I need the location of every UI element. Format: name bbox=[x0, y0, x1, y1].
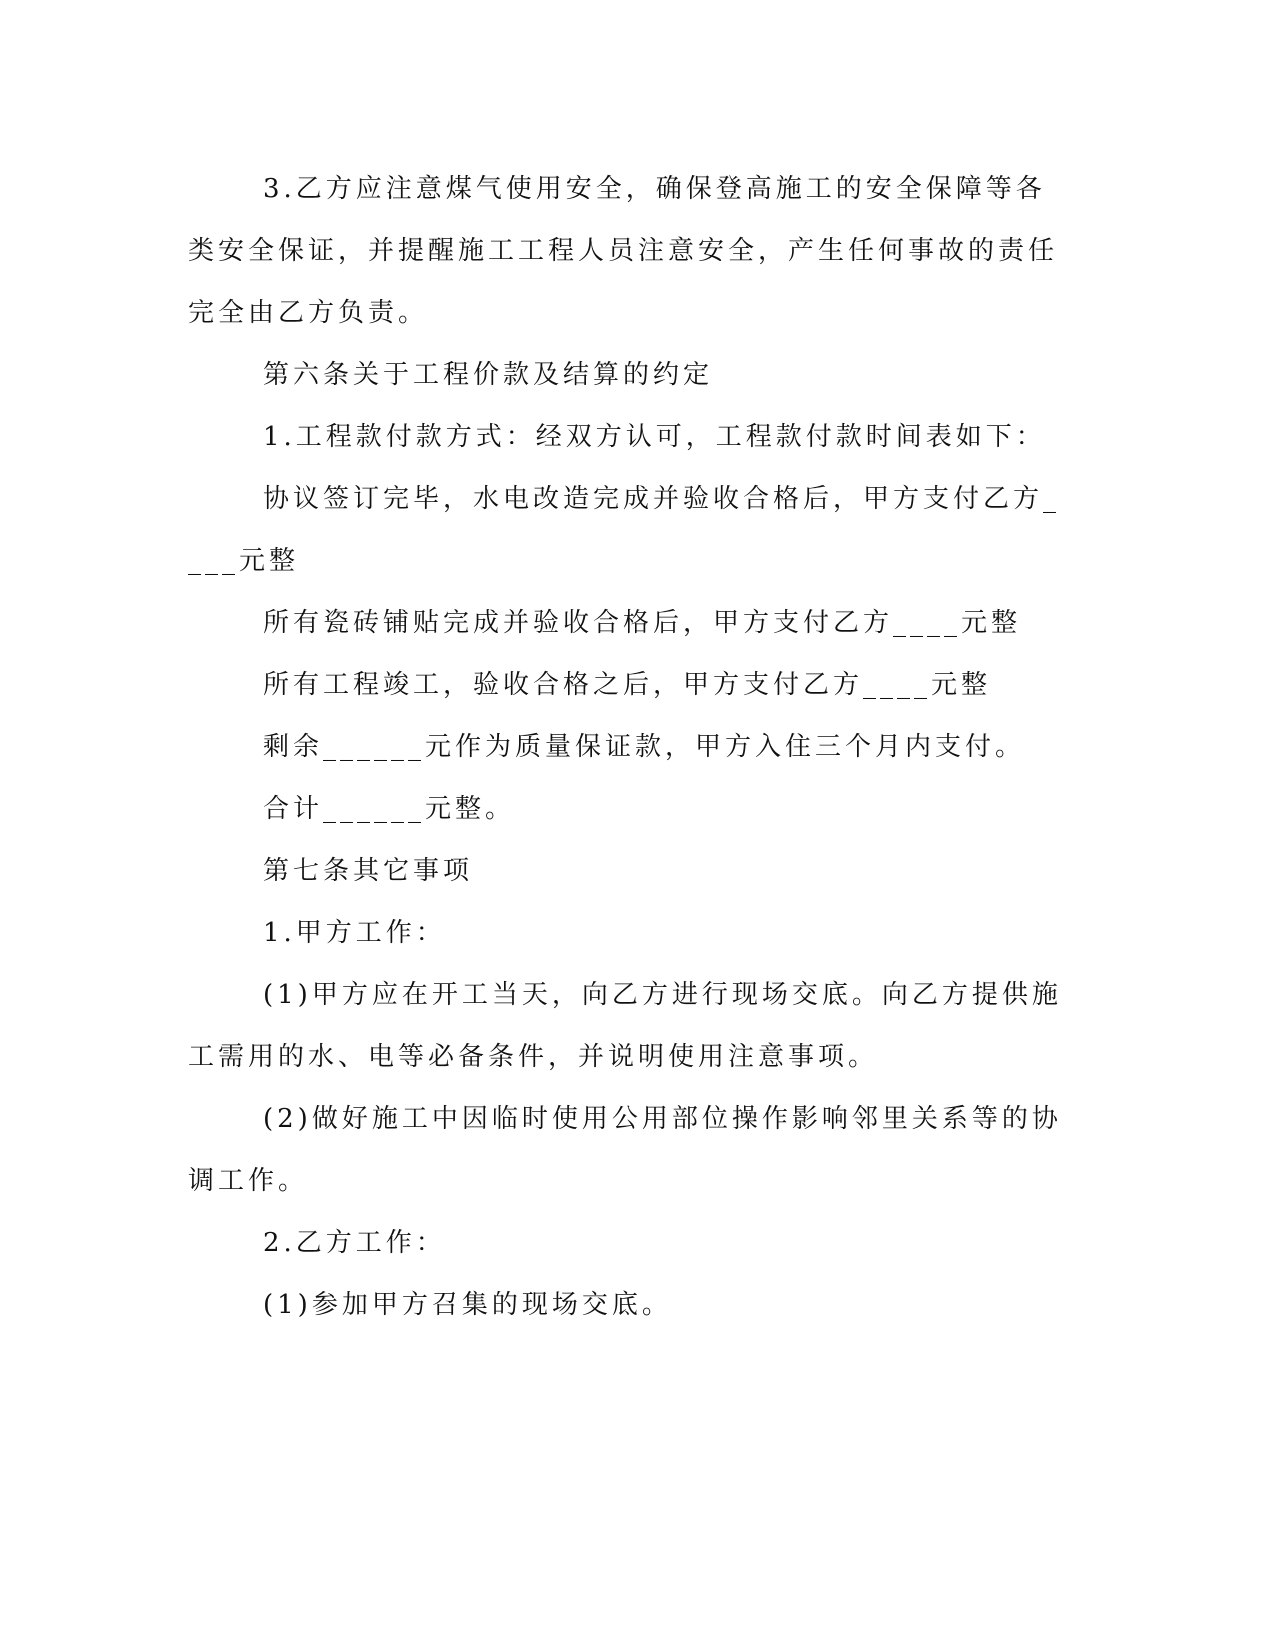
paragraph-total: 合计______元整。 bbox=[263, 794, 516, 824]
paragraph-article-seven-heading: 第七条其它事项 bbox=[263, 856, 474, 886]
paragraph-party-b-work-heading: 2.乙方工作： bbox=[263, 1228, 446, 1258]
paragraph-safety-clause: 3.乙方应注意煤气使用安全，确保登高施工的安全保障等各类安全保证，并提醒施工工程人员注意安全，产生任何事故的责任完全由乙方负责。 bbox=[188, 174, 1059, 328]
paragraph-payment-stage-2: 所有瓷砖铺贴完成并验收合格后，甲方支付乙方____元整 bbox=[263, 608, 1022, 638]
paragraph-party-a-item-2: (2)做好施工中因临时使用公用部位操作影响邻里关系等的协调工作。 bbox=[188, 1104, 1062, 1196]
paragraph-party-a-item-1: (1)甲方应在开工当天，向乙方进行现场交底。向乙方提供施工需用的水、电等必备条件，并说明使用注意事项。 bbox=[188, 980, 1062, 1072]
paragraph-payment-stage-1: 协议签订完毕，水电改造完成并验收合格后，甲方支付乙方____元整 bbox=[188, 484, 1061, 576]
paragraph-quality-deposit: 剩余______元作为质量保证款，甲方入住三个月内支付。 bbox=[263, 732, 1026, 762]
paragraph-party-a-work-heading: 1.甲方工作： bbox=[263, 918, 446, 948]
paragraph-payment-method: 1.工程款付款方式：经双方认可，工程款付款时间表如下： bbox=[263, 422, 1046, 452]
document-body bbox=[188, 158, 1070, 1336]
paragraph-party-b-item-1: (1)参加甲方召集的现场交底。 bbox=[263, 1290, 672, 1320]
paragraph-payment-stage-3: 所有工程竣工，验收合格之后，甲方支付乙方____元整 bbox=[263, 670, 992, 700]
paragraph-article-six-heading: 第六条关于工程价款及结算的约定 bbox=[263, 360, 714, 390]
